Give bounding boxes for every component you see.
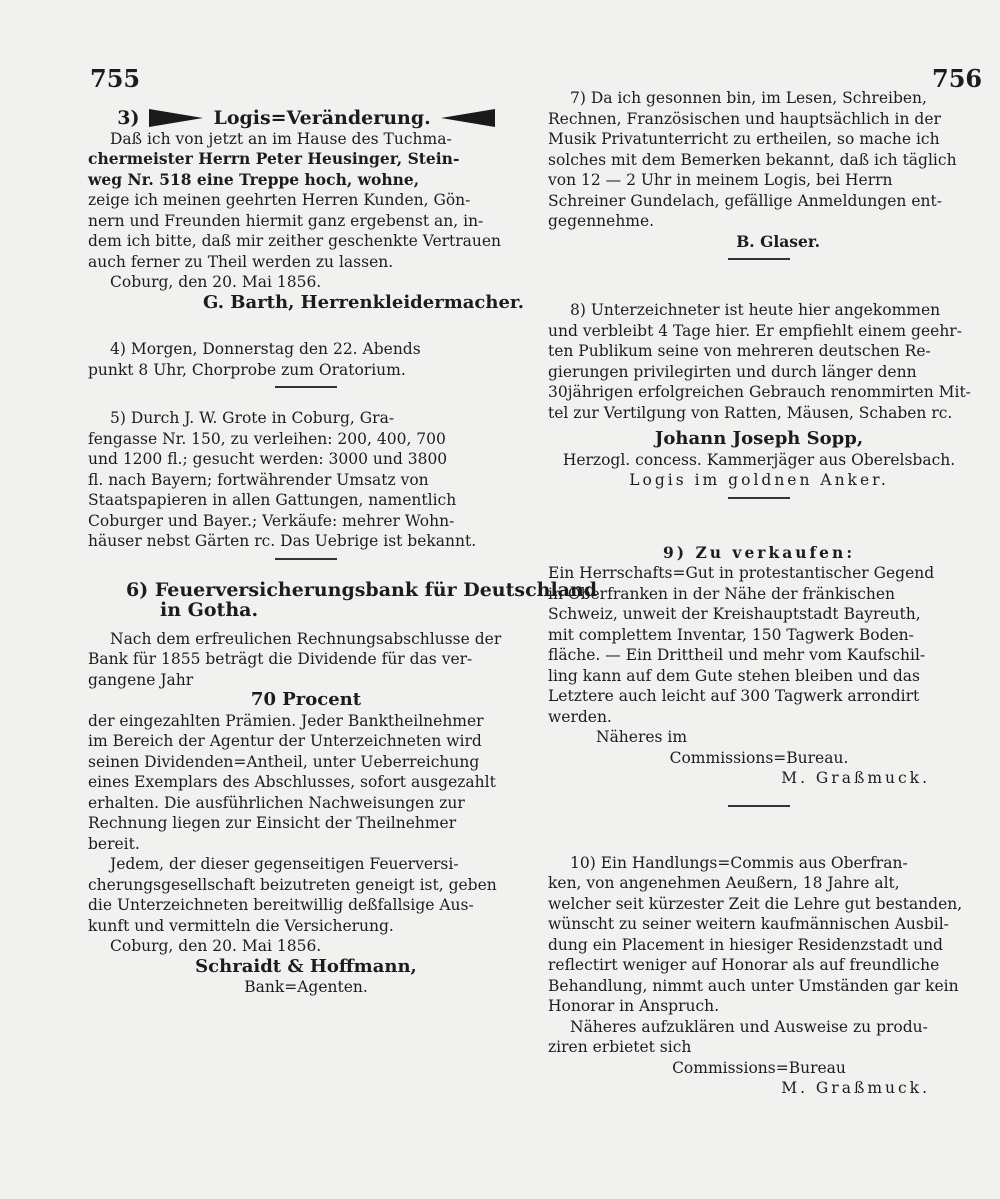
ad-6-line: die Unterzeichneten bereitwillig deßfallsige Aus- bbox=[88, 896, 474, 914]
ad-9-line: werden. bbox=[548, 707, 612, 726]
ad-5-line: fengasse Nr. 150, zu verleihen: 200, 400, 700 bbox=[88, 429, 446, 448]
ad-10-line: welcher seit kürzester Zeit die Lehre gut bestanden, bbox=[548, 894, 963, 913]
ad-3-line: zeige ich meinen geehrten Herren Kunden, Gön- bbox=[88, 191, 471, 209]
ad-8-line: 30jährigen erfolgreichen Gebrauch renommirten Mit- bbox=[548, 383, 971, 401]
ad-7-line: solches mit dem Bemerken bekannt, daß ich täglich bbox=[548, 150, 957, 169]
separator-rule bbox=[728, 805, 790, 807]
ad-6-line: im Bereich der Agentur der Unterzeichneten wird bbox=[88, 732, 482, 750]
ad-7-line: 7) Da ich gesonnen bin, im Lesen, Schreiben, bbox=[570, 89, 927, 107]
ad-3-number: 3) bbox=[117, 107, 140, 129]
right-column bbox=[548, 88, 970, 1099]
ad-5-line: Staatspapieren in allen Gattungen, namentlich bbox=[88, 491, 457, 509]
ad-3-line: dem ich bitte, daß mir zeither geschenkte Vertrauen bbox=[88, 232, 502, 250]
pointing-hand-left-icon bbox=[441, 109, 495, 127]
ad-10-line: Honorar in Anspruch. bbox=[548, 997, 720, 1015]
ad-8-logis: Logis im goldnen Anker. bbox=[629, 471, 889, 489]
ad-10-bureau: Commissions=Bureau bbox=[672, 1058, 846, 1077]
ad-6-line: gangene Jahr bbox=[88, 670, 194, 689]
ad-9-line: Letztere auch leicht auf 300 Tagwerk arrondirt bbox=[548, 687, 920, 705]
ad-9-line: mit complettem Inventar, 150 Tagwerk Boden- bbox=[548, 625, 914, 644]
left-column bbox=[88, 107, 598, 998]
ad-6-date: Coburg, den 20. Mai 1856. bbox=[110, 937, 322, 955]
ad-3-header bbox=[88, 108, 524, 129]
ad-5-line: und 1200 fl.; gesucht werden: 3000 und 3800 bbox=[88, 450, 448, 468]
ad-8-line: ten Publikum seine von mehreren deutschen Re- bbox=[548, 342, 931, 360]
ad-6-line: cherungsgesellschaft beizutreten geneigt ist, geben bbox=[88, 875, 497, 894]
ad-10-more: Näheres aufzuklären und Ausweise zu produ- bbox=[570, 1017, 928, 1036]
ad-9-line: Ein Herrschafts=Gut in protestantischer Gegend bbox=[548, 564, 935, 582]
ad-7-line: Schreiner Gundelach, gefällige Anmeldungen ent- bbox=[548, 191, 942, 210]
separator-rule bbox=[728, 258, 790, 260]
ad-10-line: wünscht zu seiner weitern kaufmännischen Ausbil- bbox=[548, 915, 949, 933]
ad-9-bureau: Commissions=Bureau. bbox=[669, 748, 849, 767]
ad-3-line: auch ferner zu Theil werden zu lassen. bbox=[88, 252, 394, 271]
ad-10-line: reflectirt weniger auf Honorar als auf freundliche bbox=[548, 956, 940, 974]
ad-4-line: 4) Morgen, Donnerstag den 22. Abends bbox=[110, 340, 421, 358]
ad-6-signature: Schraidt & Hoffmann, bbox=[195, 955, 417, 977]
ad-3-title: Logis=Veränderung. bbox=[213, 107, 431, 129]
ad-10-more: ziren erbietet sich bbox=[548, 1038, 692, 1056]
ad-3-line: weg Nr. 518 eine Treppe hoch, wohne, bbox=[88, 169, 420, 189]
ad-6-line: der eingezahlten Prämien. Jeder Banktheilnehmer bbox=[88, 711, 484, 730]
ad-10-line: 10) Ein Handlungs=Commis aus Oberfran- bbox=[570, 853, 908, 872]
ad-5-line: 5) Durch J. W. Grote in Coburg, Gra- bbox=[110, 409, 395, 427]
ad-3-line: chermeister Herrn Peter Heusinger, Stein- bbox=[88, 149, 460, 168]
ad-6-line: Nach dem erfreulichen Rechnungsabschlusse der bbox=[110, 629, 502, 648]
ad-3-date: Coburg, den 20. Mai 1856. bbox=[110, 273, 322, 291]
ad-7-signature: B. Glaser. bbox=[736, 231, 820, 251]
ad-10-line: dung ein Placement in hiesiger Residenzstadt und bbox=[548, 935, 943, 954]
ad-7-line: Musik Privatunterricht zu ertheilen, so mache ich bbox=[548, 130, 940, 148]
ad-5-line: häuser nebst Gärten rc. Das Uebrige ist bekannt. bbox=[88, 532, 477, 550]
ad-7-line: gegennehme. bbox=[548, 212, 655, 230]
ad-9-signature: M. Graßmuck. bbox=[781, 769, 930, 787]
ad-6-line: kunft und vermitteln die Versicherung. bbox=[88, 916, 394, 935]
separator-rule bbox=[275, 386, 337, 388]
ad-9-line: Schweiz, unweit der Kreishauptstadt Bayreuth, bbox=[548, 605, 921, 623]
ad-6-percent: 70 Procent bbox=[250, 689, 362, 710]
ad-4-line: punkt 8 Uhr, Chorprobe zum Oratorium. bbox=[88, 360, 406, 379]
ad-6-line: Bank für 1855 beträgt die Dividende für das ver- bbox=[88, 650, 473, 668]
ad-6-line: erhalten. Die ausführlichen Nachweisungen zur bbox=[88, 793, 465, 812]
ad-5-line: Coburger und Bayer.; Verkäufe: mehrer Wohn- bbox=[88, 511, 455, 530]
ad-9-line: in Oberfranken in der Nähe der fränkischen bbox=[548, 584, 896, 603]
ad-8-line: tel zur Vertilgung von Ratten, Mäusen, Schaben rc. bbox=[548, 403, 953, 422]
ad-8-title: Herzogl. concess. Kammerjäger aus Oberelsbach. bbox=[562, 450, 956, 469]
ad-6-title: 6) Feuerversicherungsbank für Deutschland bbox=[126, 578, 598, 601]
ad-7-line: Rechnen, Französischen und hauptsächlich in der bbox=[548, 109, 941, 128]
ad-9-more: Näheres im bbox=[596, 728, 688, 746]
ad-10-signature: M. Graßmuck. bbox=[781, 1079, 930, 1097]
ad-9-line: fläche. — Ein Drittheil und mehr vom Kaufschil- bbox=[548, 646, 926, 664]
ad-3-line: nern und Freunden hiermit ganz ergebenst an, in- bbox=[88, 211, 484, 230]
ad-10-line: ken, von angenehmen Aeußern, 18 Jahre alt, bbox=[548, 874, 900, 892]
ad-8-line: gierungen privilegirten und durch länger denn bbox=[548, 362, 917, 381]
ad-6-line: bereit. bbox=[88, 834, 140, 853]
ad-9-line: ling kann auf dem Gute stehen bleiben und das bbox=[548, 666, 920, 685]
ad-3-signature: G. Barth, Herrenkleidermacher. bbox=[203, 291, 524, 313]
page-number-right: 756 bbox=[932, 64, 983, 93]
ad-3-line: Daß ich von jetzt an im Hause des Tuchma- bbox=[110, 129, 452, 148]
pointing-hand-right-icon bbox=[149, 109, 203, 127]
ad-8-line: und verbleibt 4 Tage hier. Er empfiehlt einem geehr- bbox=[548, 321, 962, 340]
ad-6-line: seinen Dividenden=Antheil, unter Ueberreichung bbox=[88, 752, 480, 771]
ad-9-heading: 9) Zu verkaufen: bbox=[662, 542, 856, 562]
ad-10-line: Behandlung, nimmt auch unter Umständen gar kein bbox=[548, 976, 959, 995]
ad-5-line: fl. nach Bayern; fortwährender Umsatz von bbox=[88, 470, 429, 489]
ad-7-line: von 12 — 2 Uhr in meinem Logis, bei Herrn bbox=[548, 171, 893, 189]
ad-6-line: Jedem, der dieser gegenseitigen Feuerversi- bbox=[110, 855, 459, 873]
ad-6-role: Bank=Agenten. bbox=[244, 978, 368, 996]
ad-6-line: eines Exemplars des Abschlusses, sofort ausgezahlt bbox=[88, 773, 496, 791]
ad-8-line: 8) Unterzeichneter ist heute hier angekommen bbox=[570, 301, 941, 319]
ad-8-name: Johann Joseph Sopp, bbox=[654, 428, 864, 449]
separator-rule bbox=[275, 558, 337, 560]
ad-6-line: Rechnung liegen zur Einsicht der Theilnehmer bbox=[88, 814, 457, 832]
ad-6-title-2: in Gotha. bbox=[160, 599, 259, 621]
page-number-left: 755 bbox=[90, 64, 141, 93]
separator-rule bbox=[728, 497, 790, 499]
